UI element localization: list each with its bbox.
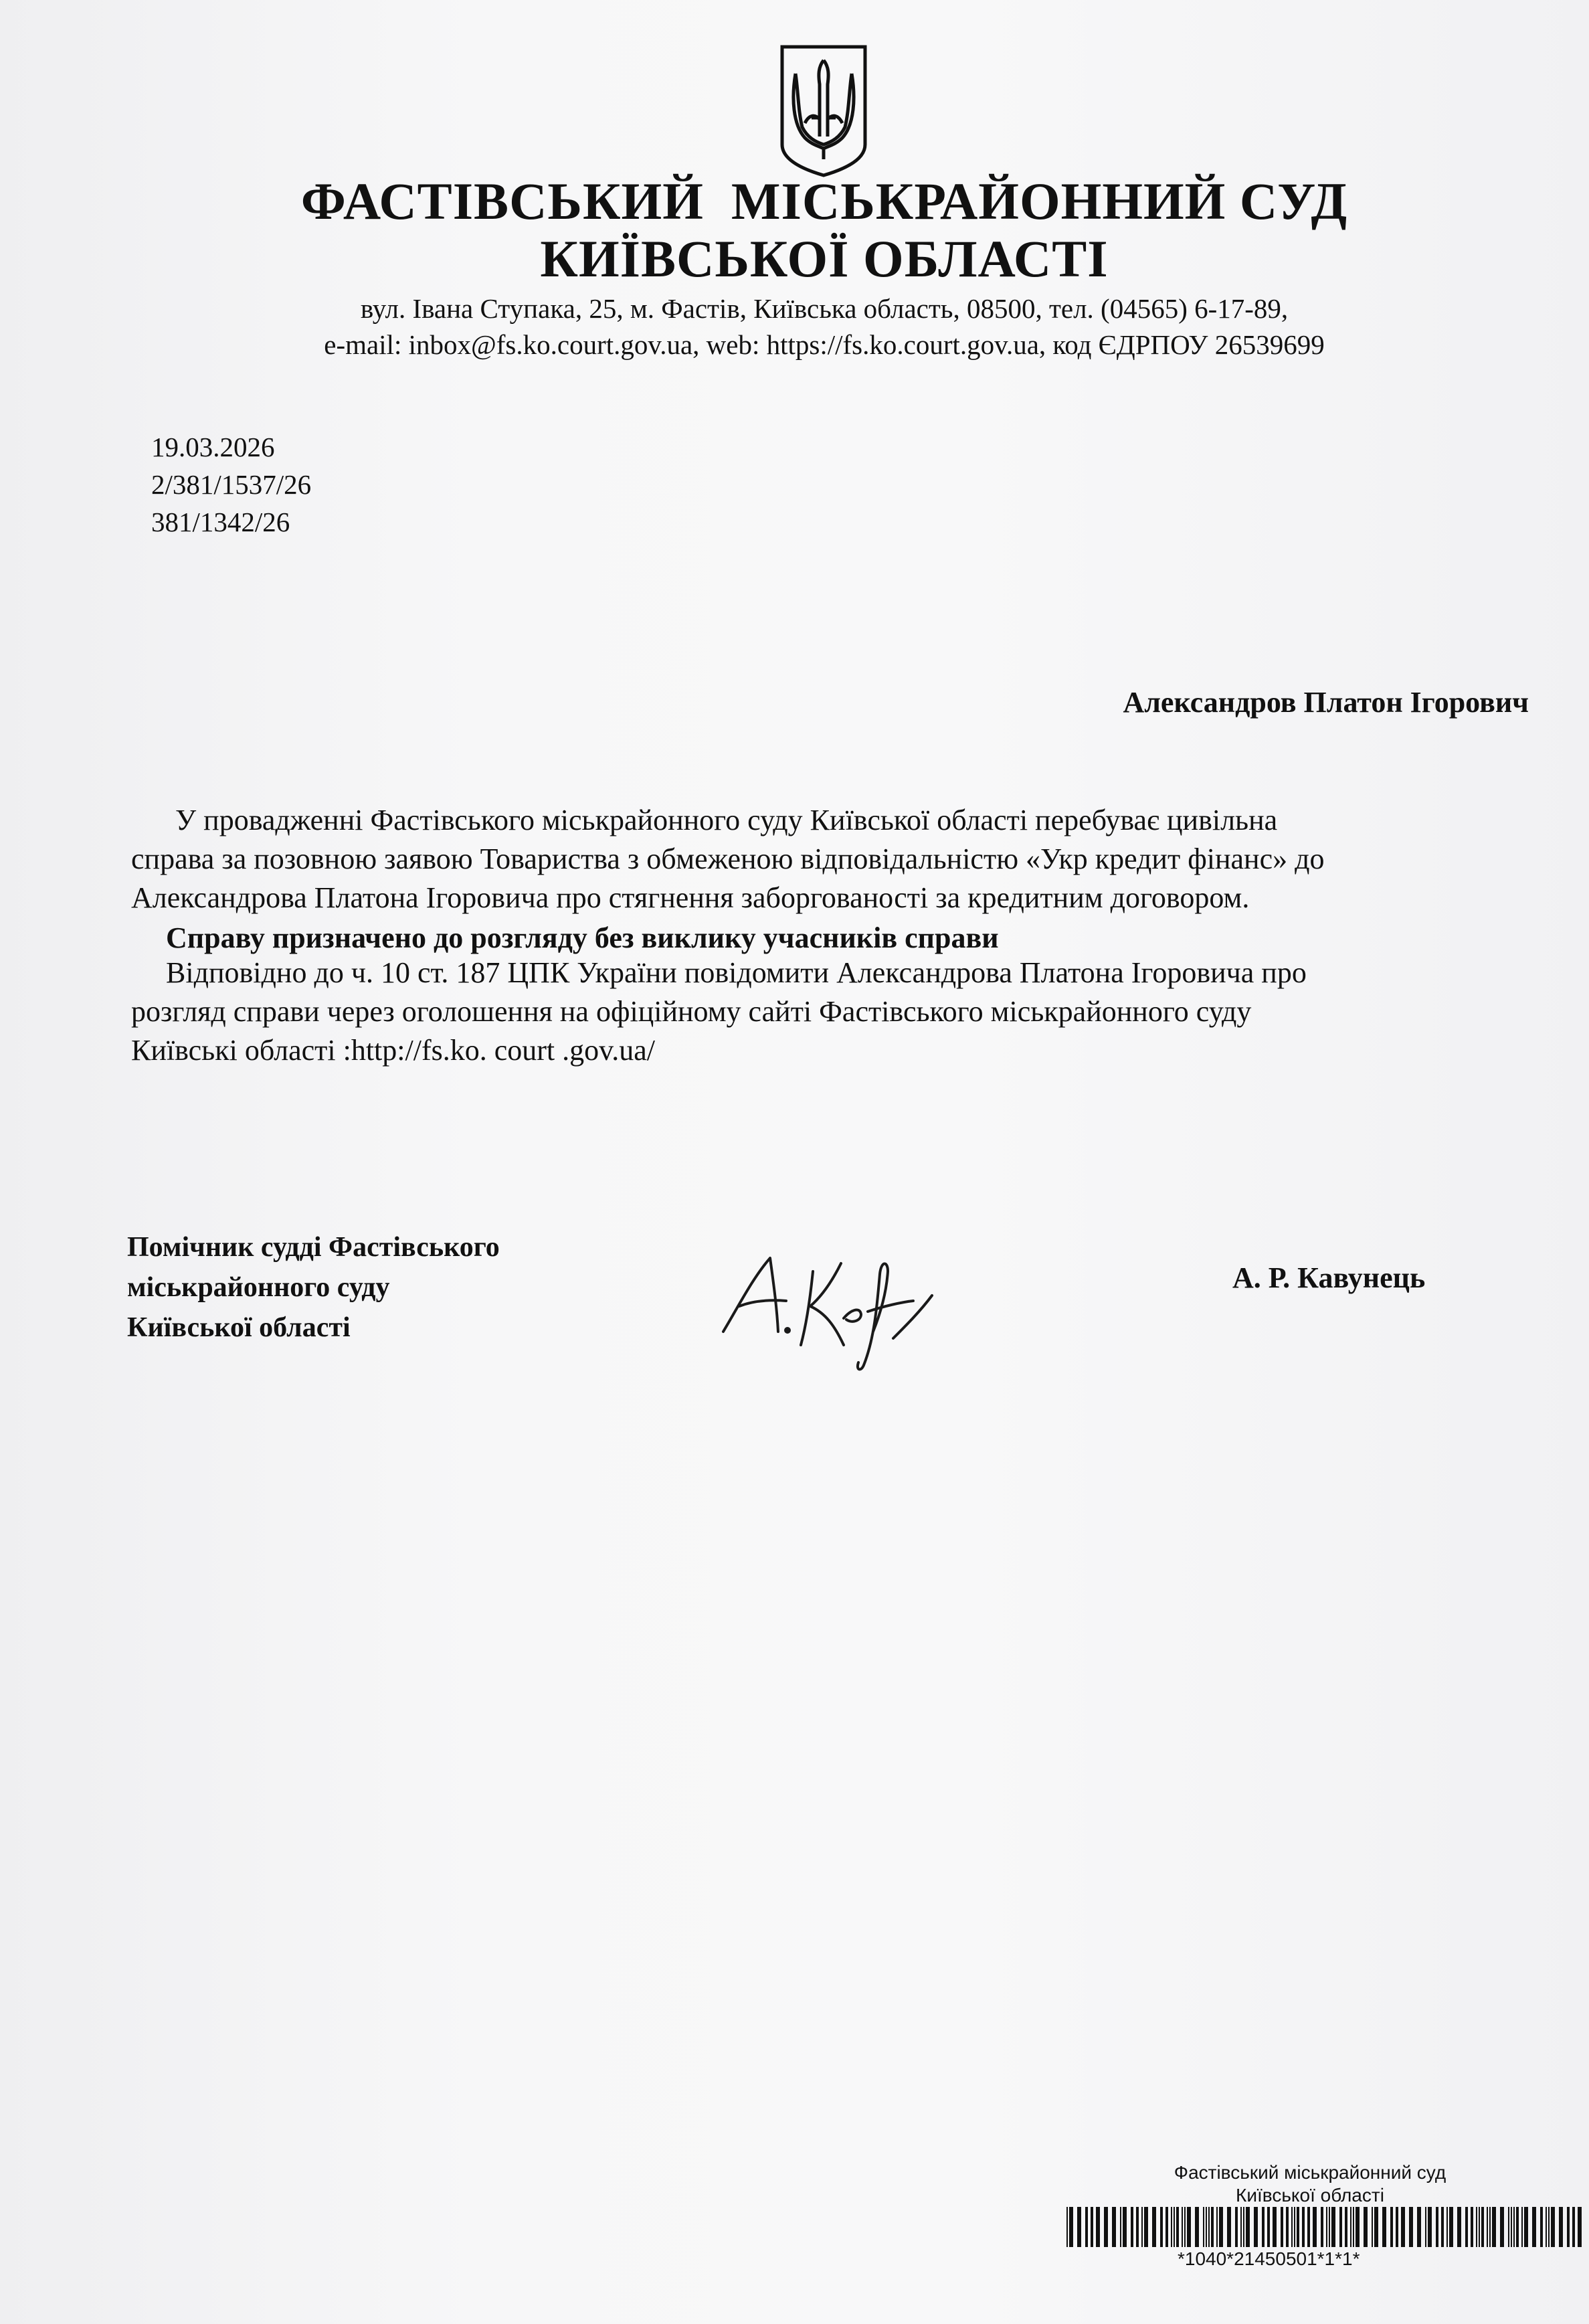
barcode-bar [1532,2207,1536,2247]
barcode-bar [1540,2207,1543,2247]
registration-block [151,428,311,541]
barcode-bar [1216,2207,1218,2247]
barcode-bar [1428,2207,1432,2247]
barcode-bar [1326,2207,1327,2247]
court-name-line1: ФАСТІВСЬКИЙ МІСЬКРАЙОННИЙ СУД [300,172,1348,230]
barcode-bar [1195,2207,1199,2247]
barcode-bar [1096,2207,1100,2247]
barcode-bar [1171,2207,1172,2247]
barcode-bar [1382,2207,1386,2247]
court-name [0,173,1589,288]
registration-stamp [1062,2161,1558,2207]
stamp-line2: Київської області [1236,2185,1384,2206]
body-p3-line1: Відповідно до ч. 10 ст. 187 ЦПК України повідомити Александрова Платона Ігоровича про [166,956,1307,989]
barcode-bar [1160,2207,1163,2247]
barcode-bar [1417,2207,1421,2247]
barcode-bar [1350,2207,1351,2247]
barcode-bar [1401,2207,1405,2247]
barcode-bar [1219,2207,1223,2247]
barcode-bar [1441,2207,1444,2247]
barcode-bar [1492,2207,1496,2247]
barcode-bar [1479,2207,1480,2247]
registration-number2: 381/1342/26 [151,507,290,537]
barcode-bar [1476,2207,1477,2247]
barcode-bar [1513,2207,1515,2247]
barcode-bar [1235,2207,1238,2247]
barcode-bar [1449,2207,1453,2247]
body-p3-line3: Київські області :http://fs.ko. court .gov.ua/ [131,1034,656,1067]
signer-position-line2: міськрайонного суду [127,1272,390,1303]
signer-position [127,1227,500,1348]
barcode-bar [1152,2207,1156,2247]
address-line2: e-mail: inbox@fs.ko.court.gov.ua, web: https://fs.ko.court.gov.ua, код ЄДРПОУ 26539699 [324,329,1325,360]
barcode-bar [1511,2207,1512,2247]
barcode-bar [1066,2207,1068,2247]
barcode-bar [1281,2207,1283,2247]
barcode-bar [1120,2207,1121,2247]
barcode-bar [1465,2207,1468,2247]
barcode-bar [1267,2207,1270,2247]
barcode-bar [1187,2207,1191,2247]
barcode-bar [1508,2207,1509,2247]
body-p1-line3: Александрова Платона Ігоровича про стягнення заборгованості за кредитним договором. [131,881,1250,914]
barcode-bar [1321,2207,1323,2247]
barcode-bar [1297,2207,1299,2247]
barcode-bar [1559,2207,1563,2247]
body-p3-line2: розгляд справи через оголошення на офіційному сайті Фастівського міськрайонного суду [131,995,1252,1028]
barcode-bar [1085,2207,1088,2247]
barcode-bar [1203,2207,1204,2247]
stamp-line1: Фастівський міськрайонний суд [1174,2162,1446,2183]
barcode-bar [1243,2207,1244,2247]
barcode-bar [1273,2207,1277,2247]
barcode-bar [1516,2207,1519,2247]
coat-of-arms-icon [778,44,869,178]
barcode-bar [1112,2207,1116,2247]
barcode-bar [1206,2207,1207,2247]
barcode-bar [1077,2207,1081,2247]
registration-date: 19.03.2026 [151,432,275,462]
barcode-bar [1262,2207,1265,2247]
barcode-bar [1436,2207,1438,2247]
barcode-bar [1548,2207,1550,2247]
addressee: Александров Платон Ігорович [1123,686,1529,719]
body-p1-line2: справа за позовною заявою Товариства з обмеженою відповідальністю «Укр кредит фінанс» до [131,842,1325,875]
barcode-bar [1500,2207,1504,2247]
handwritten-signature [713,1231,940,1378]
barcode-bar [1174,2207,1175,2247]
body-p2: Справу призначено до розгляду без виклику учасників справи [166,921,999,954]
barcode-bar [1353,2207,1354,2247]
barcode-bar [1182,2207,1183,2247]
barcode-bar [1329,2207,1330,2247]
barcode-bar [1390,2207,1393,2247]
barcode-bar [1521,2207,1523,2247]
barcode-bar [1294,2207,1295,2247]
barcode-bar [1144,2207,1148,2247]
barcode-bar [1471,2207,1473,2247]
barcode-bar [1567,2207,1570,2247]
barcode-bar [1208,2207,1210,2247]
barcode-bar [1425,2207,1426,2247]
barcode-bar [1356,2207,1360,2247]
address-line1: вул. Івана Ступака, 25, м. Фастів, Київська область, 08500, тел. (04565) 6-17-89, [360,293,1289,324]
barcode-bar [1131,2207,1133,2247]
barcode-bar [1246,2207,1250,2247]
barcode-bar [1165,2207,1168,2247]
barcode-bar [1286,2207,1289,2247]
barcode-bar [1487,2207,1488,2247]
barcode-bar [1546,2207,1547,2247]
barcode-bar [1481,2207,1484,2247]
barcode-bar [1291,2207,1293,2247]
barcode-bar [1457,2207,1461,2247]
barcode-bar [1141,2207,1143,2247]
barcode-bar [1374,2207,1378,2247]
barcode [1066,2207,1588,2247]
barcode-bar [1240,2207,1242,2247]
barcode-bar [1091,2207,1093,2247]
barcode-bar [1364,2207,1368,2247]
registration-number1: 2/381/1537/26 [151,469,312,500]
barcode-bar [1211,2207,1214,2247]
barcode-text: *1040*21450501*1*1* [1178,2248,1360,2269]
barcode-bar [1307,2207,1310,2247]
barcode-bar [1551,2207,1555,2247]
barcode-bar [1339,2207,1342,2247]
barcode-bar [1176,2207,1179,2247]
barcode-bar [1396,2207,1398,2247]
barcode-bar [1313,2207,1317,2247]
barcode-bar [1184,2207,1186,2247]
body-p1-line1: У провадженні Фастівського міськрайонного суду Київської області перебуває цивільна [175,804,1278,836]
barcode-bar [1254,2207,1258,2247]
signer-position-line1: Помічник судді Фастівського [127,1232,500,1263]
barcode-bar [1372,2207,1373,2247]
barcode-bar [1302,2207,1305,2247]
barcode-bar [1524,2207,1528,2247]
barcode-bar [1331,2207,1335,2247]
barcode-bar [1578,2207,1582,2247]
barcode-bar [1227,2207,1231,2247]
signer-name: А. Р. Кавунець [1232,1261,1426,1294]
barcode-bar [1069,2207,1073,2247]
barcode-bar [1446,2207,1448,2247]
barcode-bar [1104,2207,1108,2247]
barcode-bar [1489,2207,1491,2247]
barcode-bar [1572,2207,1575,2247]
barcode-bar [1345,2207,1347,2247]
court-name-line2: КИЇВСЬКОЇ ОБЛАСТІ [540,230,1109,288]
barcode-bar [1136,2207,1139,2247]
barcode-bar [1409,2207,1413,2247]
signer-position-line3: Київської області [127,1312,351,1343]
barcode-bar [1123,2207,1127,2247]
court-address [0,290,1589,363]
